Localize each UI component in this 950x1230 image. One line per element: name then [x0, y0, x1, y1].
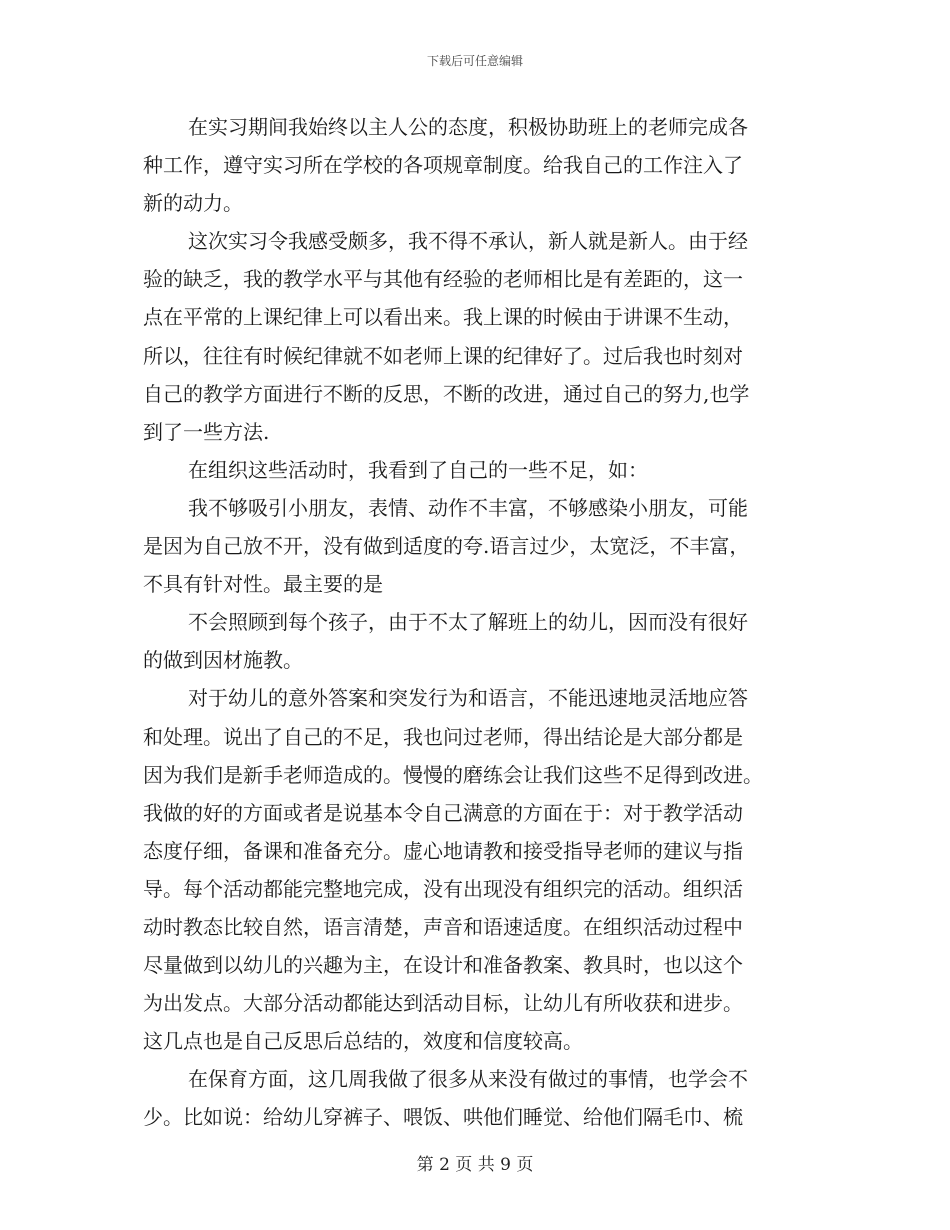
text-line: 因为我们是新手老师造成的。慢慢的磨练会让我们这些不足得到改进。: [143, 762, 763, 787]
text-line: 为出发点。大部分活动都能达到活动目标，让幼儿有所收获和进步。: [143, 991, 743, 1016]
text-line: 尽量做到以幼儿的兴趣为主，在设计和准备教案、教具时，也以这个: [143, 953, 743, 978]
text-line: 我不够吸引小朋友，表情、动作不丰富，不够感染小朋友，可能: [188, 495, 748, 520]
text-line: 验的缺乏，我的教学水平与其他有经验的老师相比是有差距的，这一: [143, 267, 743, 292]
text-line: 自己的教学方面进行不断的反思，不断的改进，通过自己的努力,也学: [143, 381, 750, 406]
text-line: 动时教态比较自然，语言清楚，声音和语速适度。在组织活动过程中: [143, 914, 743, 939]
text-line: 在保育方面，这几周我做了很多从来没有做过的事情，也学会不: [188, 1067, 748, 1092]
text-line: 我做的好的方面或者是说基本令自己满意的方面在于：对于教学活动: [143, 800, 743, 825]
body-text: [143, 108, 813, 1137]
paragraph: [143, 1060, 813, 1136]
paragraph: [143, 108, 813, 222]
text-line: 这几点也是自己反思后总结的，效度和信度较高。: [143, 1029, 583, 1054]
text-line: 这次实习令我感受颇多，我不得不承认，新人就是新人。由于经: [188, 229, 748, 254]
text-line: 在实习期间我始终以主人公的态度，积极协助班上的老师完成各: [188, 115, 748, 139]
page-header: 下载后可任意编辑: [426, 54, 523, 68]
text-line: 不会照顾到每个孩子，由于不太了解班上的幼儿，因而没有很好: [188, 610, 748, 635]
text-line: 是因为自己放不开，没有做到适度的夸.语言过少，太宽泛，不丰富，: [143, 534, 750, 559]
text-line: 的做到因材施教。: [143, 648, 303, 673]
text-line: 种工作，遵守实习所在学校的各项规章制度。给我自己的工作注入了: [143, 153, 743, 178]
paragraph: [143, 603, 813, 679]
text-line: 不具有针对性。最主要的是: [143, 572, 383, 597]
paragraph: [143, 489, 813, 603]
text-line: 点在平常的上课纪律上可以看出来。我上课的时候由于讲课不生动，: [143, 305, 743, 330]
paragraph: [143, 679, 813, 1060]
text-line: 态度仔细，备课和准备充分。虚心地请教和接受指导老师的建议与指: [143, 838, 743, 863]
page-footer: 第 2 页 共 9 页: [416, 1155, 534, 1175]
text-line: 导。每个活动都能完整地完成，没有出现没有组织完的活动。组织活: [143, 876, 743, 901]
text-line: 新的动力。: [143, 191, 243, 216]
text-line: 少。比如说：给幼儿穿裤子、喂饭、哄他们睡觉、给他们隔毛巾、梳: [143, 1105, 743, 1130]
paragraph: [143, 222, 813, 451]
text-line: 在组织这些活动时，我看到了自己的一些不足，如：: [188, 457, 648, 482]
text-line: 对于幼儿的意外答案和突发行为和语言，不能迅速地灵活地应答: [188, 686, 748, 711]
paragraph: [143, 451, 813, 489]
text-line: 和处理。说出了自己的不足，我也问过老师，得出结论是大部分都是: [143, 724, 743, 749]
text-line: 到了一些方法.: [143, 419, 270, 444]
text-line: 所以，往往有时候纪律就不如老师上课的纪律好了。过后我也时刻对: [143, 343, 743, 368]
